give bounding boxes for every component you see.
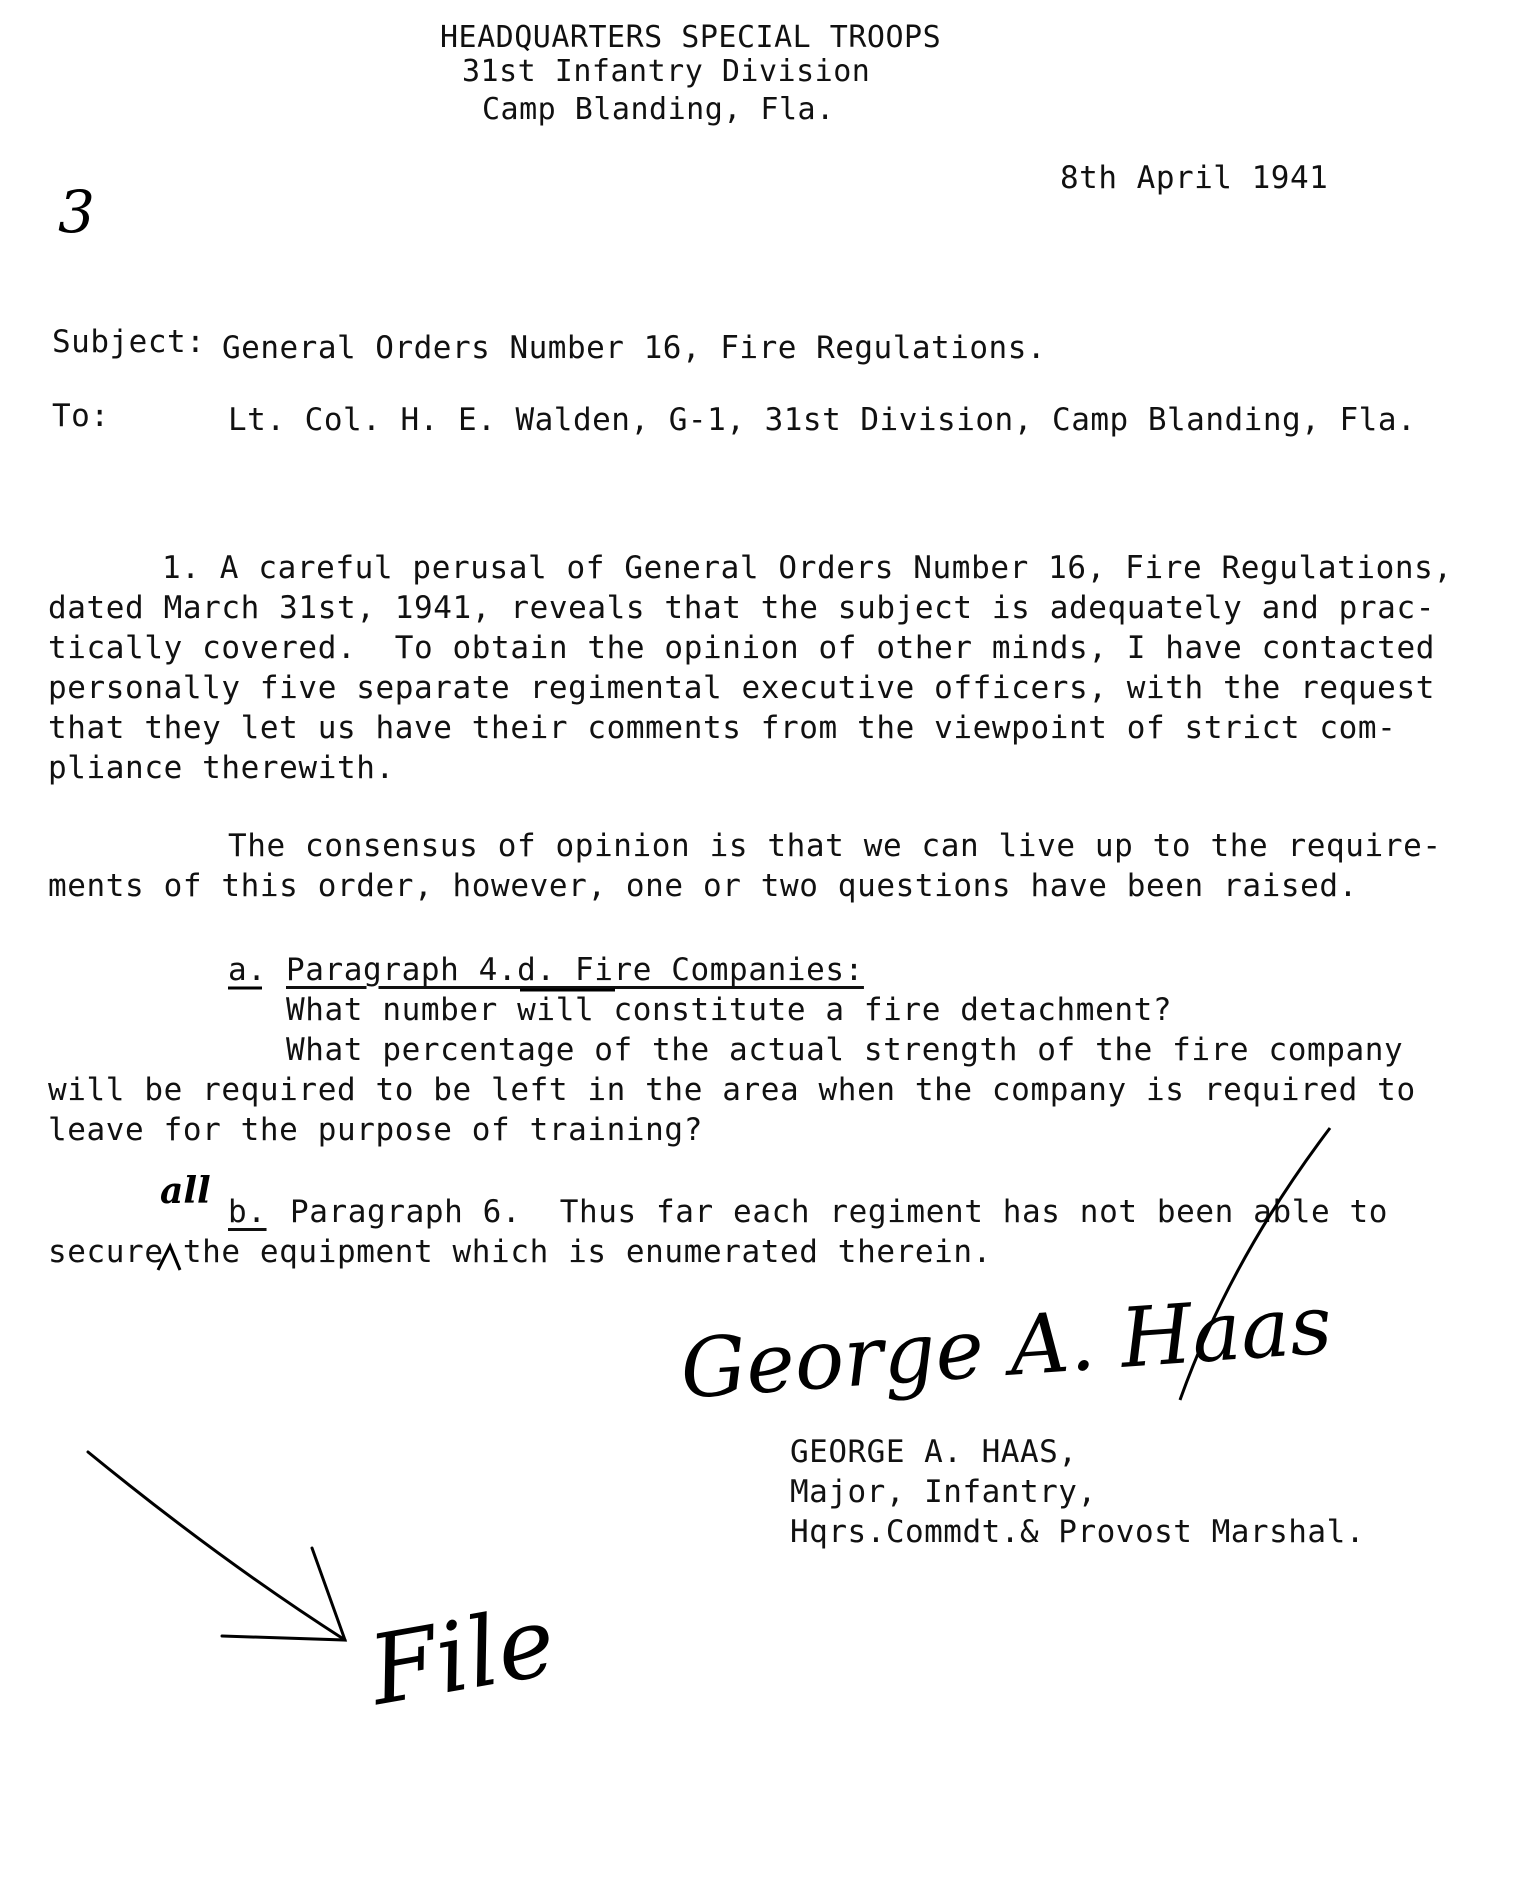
item-a-line-3: will be required to be left in the area when the company is required to [48,1072,1416,1108]
item-b-line-2: secure the equipment which is enumerated therein. [48,1234,992,1270]
letter-date: 8th April 1941 [1060,160,1329,196]
letterhead-line-2: 31st Infantry Division [462,54,871,89]
paragraph-1-line-2: dated March 31st, 1941, reveals that the subject is adequately and prac- [48,590,1435,626]
signature-title: Hqrs.Commdt.& Provost Marshal. [790,1514,1365,1550]
paragraph-1-line-3: tically covered. To obtain the opinion of other minds, I have contacted [48,630,1435,666]
signature-name: GEORGE A. HAAS, [790,1434,1078,1470]
to-label: To: [52,398,110,434]
letterhead-line-1: HEADQUARTERS SPECIAL TROOPS [440,20,942,55]
item-a-heading: Paragraph 4.d. Fire Companies: [286,952,864,988]
item-b-line-1: Paragraph 6. Thus far each regiment has not been able to [290,1194,1389,1230]
handwritten-insert-all: all [160,1170,211,1212]
handwritten-signature: George A. Haas [677,1277,1335,1418]
paragraph-1-line-6: pliance therewith. [48,750,395,786]
item-b-marker: b. [228,1194,267,1230]
item-a-line-2: What percentage of the actual strength of the fire company [286,1032,1404,1068]
to-text: Lt. Col. H. E. Walden, G-1, 31st Division, Camp Blanding, Fla. [228,402,1417,438]
paragraph-2-line-1: The consensus of opinion is that we can live up to the require- [228,828,1442,864]
handwritten-file-note: File [361,1584,564,1728]
paragraph-1-line-4: personally five separate regimental executive officers, with the request [48,670,1435,706]
item-a-line-1: What number will constitute a fire detachment? [286,992,1173,1028]
letterhead-line-3: Camp Blanding, Fla. [482,92,835,127]
item-a-marker: a. [228,952,267,988]
subject-label: Subject: [52,324,206,360]
paragraph-1-line-1: 1. A careful perusal of General Orders Number 16, Fire Regulations, [162,550,1453,586]
page-number-handwritten: 3 [58,178,95,246]
arrow-icon [88,1452,345,1640]
signature-rank: Major, Infantry, [790,1474,1097,1510]
paragraph-1-line-5: that they let us have their comments from the viewpoint of strict com- [48,710,1397,746]
subject-text: General Orders Number 16, Fire Regulations. [222,330,1047,366]
paragraph-2-line-2: ments of this order, however, one or two questions have been raised. [48,868,1358,904]
item-a-line-4: leave for the purpose of training? [48,1112,703,1148]
